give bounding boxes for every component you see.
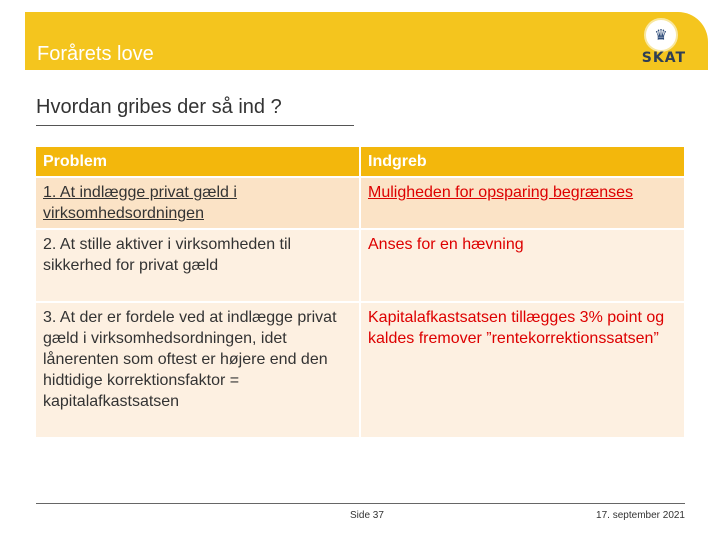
problem-table [36,145,684,439]
slide-title: Forårets love [37,43,154,65]
indgreb-cell-link[interactable]: Muligheden for opsparing begrænses [361,178,684,228]
table-row [36,230,684,301]
page-number: Side 37 [350,510,384,521]
skat-logo [616,18,686,68]
logo-text: SKAT [641,50,686,66]
crown-icon: ♛ [644,18,678,52]
indgreb-cell: Kapitalafkastsatsen tillægges 3% point og kaldes fremover ”rentekorrektionssatsen” [361,303,684,437]
indgreb-cell: Anses for en hævning [361,230,684,301]
footer-date: 17. september 2021 [596,510,685,521]
table-row [36,303,684,437]
table-row [36,178,684,228]
table-header-row [36,147,684,176]
footer-divider [36,503,685,504]
problem-cell: 3. At der er fordele ved at indlægge privat gæld i virksomhedsordningen, idet lånerenten som oftest er højere end den hidtidige korrektionsfaktor = kapitalafkastsatsen [36,303,361,437]
subtitle-underline [36,125,354,126]
header-indgreb: Indgreb [361,147,684,176]
problem-cell: 2. At stille aktiver i virksomheden til sikkerhed for privat gæld [36,230,361,301]
problem-cell-link[interactable]: 1. At indlægge privat gæld i virksomhedsordningen [36,178,361,228]
header-banner [25,12,708,70]
header-problem: Problem [36,147,361,176]
subtitle: Hvordan gribes der så ind ? [36,96,282,118]
